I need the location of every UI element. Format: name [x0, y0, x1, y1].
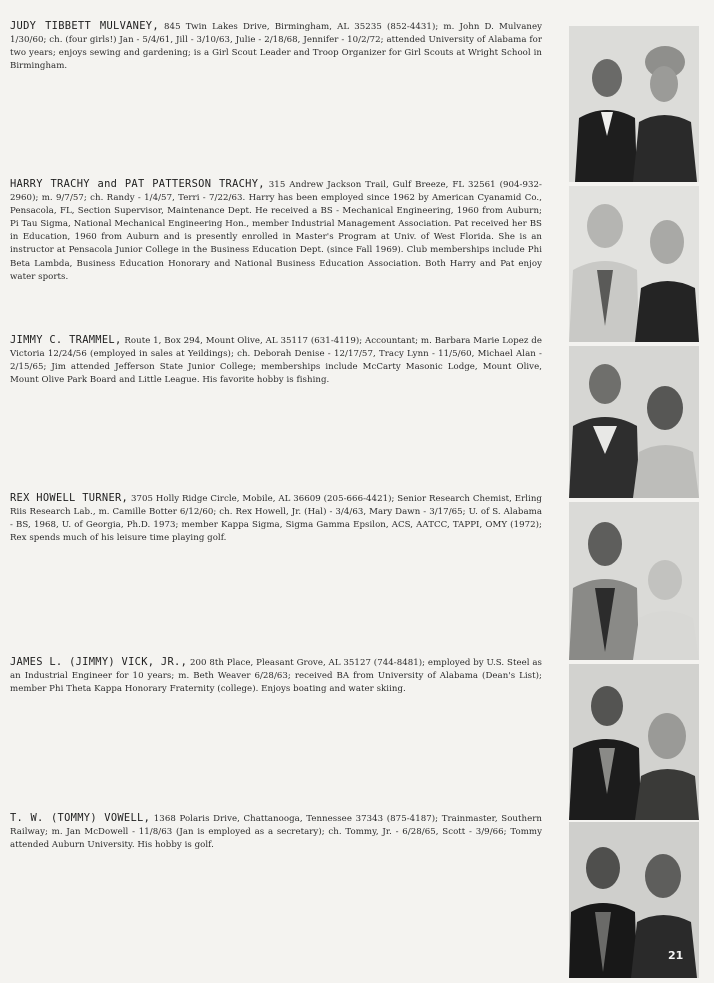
entry-text: 315 Andrew Jackson Trail, Gulf Breeze, FL 32561 (904-932-2960); m. 9/7/57; ch. Randy - 1/4/57, Terri - 7/22/63. Harry has been employed since 1962 by American Cyanamid Co., Pensacola, FL, Section Supervisor, Maintenance Dept. He received a BS - Mechanical Engineering, 1960 from Auburn; Pi Tau Sigma, National Mechanical Engineering Hon., member Industrial Management Association. Pat received her BS in Education, 1960 from Auburn and is presently enrolled in Master's Program at Univ. of West Florida. She is an instructor at Pensacola Junior College in the Business Education Dept. (since Fall 1969). Club memberships include Phi Beta Lambda, Business Education Honorary and National Business Education Association. Both Harry and Pat enjoy water sports. [10, 180, 542, 282]
entry-trachy [10, 178, 542, 284]
entry-name: JIMMY C. TRAMMEL, [10, 334, 122, 346]
entry-trammel [10, 334, 542, 387]
couple-photo-mulvaney [569, 26, 699, 182]
couple-photo-turner [569, 502, 699, 660]
entry-name: T. W. (TOMMY) VOWELL, [10, 812, 151, 824]
entry-text: 200 8th Place, Pleasant Grove, AL 35127 (744-8481); employed by U.S. Steel as an Industrial Engineer for 10 years; m. Beth Weaver 6/28/63; received BA from University of Alabama (Dean's List); member Phi Theta Kappa Honorary Fraternity (college). Enjoys boating and water skiing. [10, 658, 542, 695]
entry-text: 1368 Polaris Drive, Chattanooga, Tennessee 37343 (875-4187); Trainmaster, Southern Railway; m. Jan McDowell - 11/8/63 (Jan is employed as a secretary); ch. Tommy, Jr. - 6/28/65, Scott - 3/9/66; Tommy attended Auburn University. His hobby is golf. [10, 814, 542, 851]
entry-vick [10, 656, 542, 696]
page-number: 21 [668, 949, 684, 962]
entry-text: 3705 Holly Ridge Circle, Mobile, AL 36609 (205-666-4421); Senior Research Chemist, Erling Riis Research Lab., m. Camille Botter 6/12/60; ch. Rex Howell, Jr. (Hal) - 3/4/63, Mary Dawn - 3/17/65; U. of S. Alabama - BS, 1968, U. of Georgia, Ph.D. 1973; member Kappa Sigma, Sigma Gamma Epsilon, ACS, AATCC, TAPPI, OMY (1972); Rex spends much of his leisure time playing golf. [10, 494, 542, 544]
entry-mulvaney [10, 20, 542, 73]
entry-name: JUDY TIBBETT MULVANEY, [10, 20, 159, 32]
entry-name: HARRY TRACHY and PAT PATTERSON TRACHY, [10, 178, 265, 190]
couple-photo-trachy [569, 186, 699, 342]
entry-name: REX HOWELL TURNER, [10, 492, 129, 504]
couple-photo-trammel [569, 346, 699, 498]
entry-turner [10, 492, 542, 545]
entry-name: JAMES L. (JIMMY) VICK, JR., [10, 656, 188, 668]
entry-text: 845 Twin Lakes Drive, Birmingham, AL 35235 (852-4431); m. John D. Mulvaney 1/30/60; ch. (four girls!) Jan - 5/4/61, Jill - 3/10/63, Julie - 2/18/68, Jennifer - 10/2/72; attended University of Alabama for two years; enjoys sewing and gardening; is a Girl Scout Leader and Troop Organizer for Girl Scouts at Wright School in Birmingham. [10, 22, 542, 72]
entry-text: Route 1, Box 294, Mount Olive, AL 35117 (631-4119); Accountant; m. Barbara Marie Lopez de Victoria 12/24/56 (employed in sales at Yeildings); ch. Deborah Denise - 12/17/57, Tracy Lynn - 11/5/60, Michael Alan - 2/15/65; Jim attended Jefferson State Junior College; memberships include McCarty Masonic Lodge, Mount Olive, Mount Olive Park Board and Little League. His favorite hobby is fishing. [10, 336, 542, 386]
couple-photo-vick [569, 664, 699, 820]
entry-vowell [10, 812, 542, 852]
